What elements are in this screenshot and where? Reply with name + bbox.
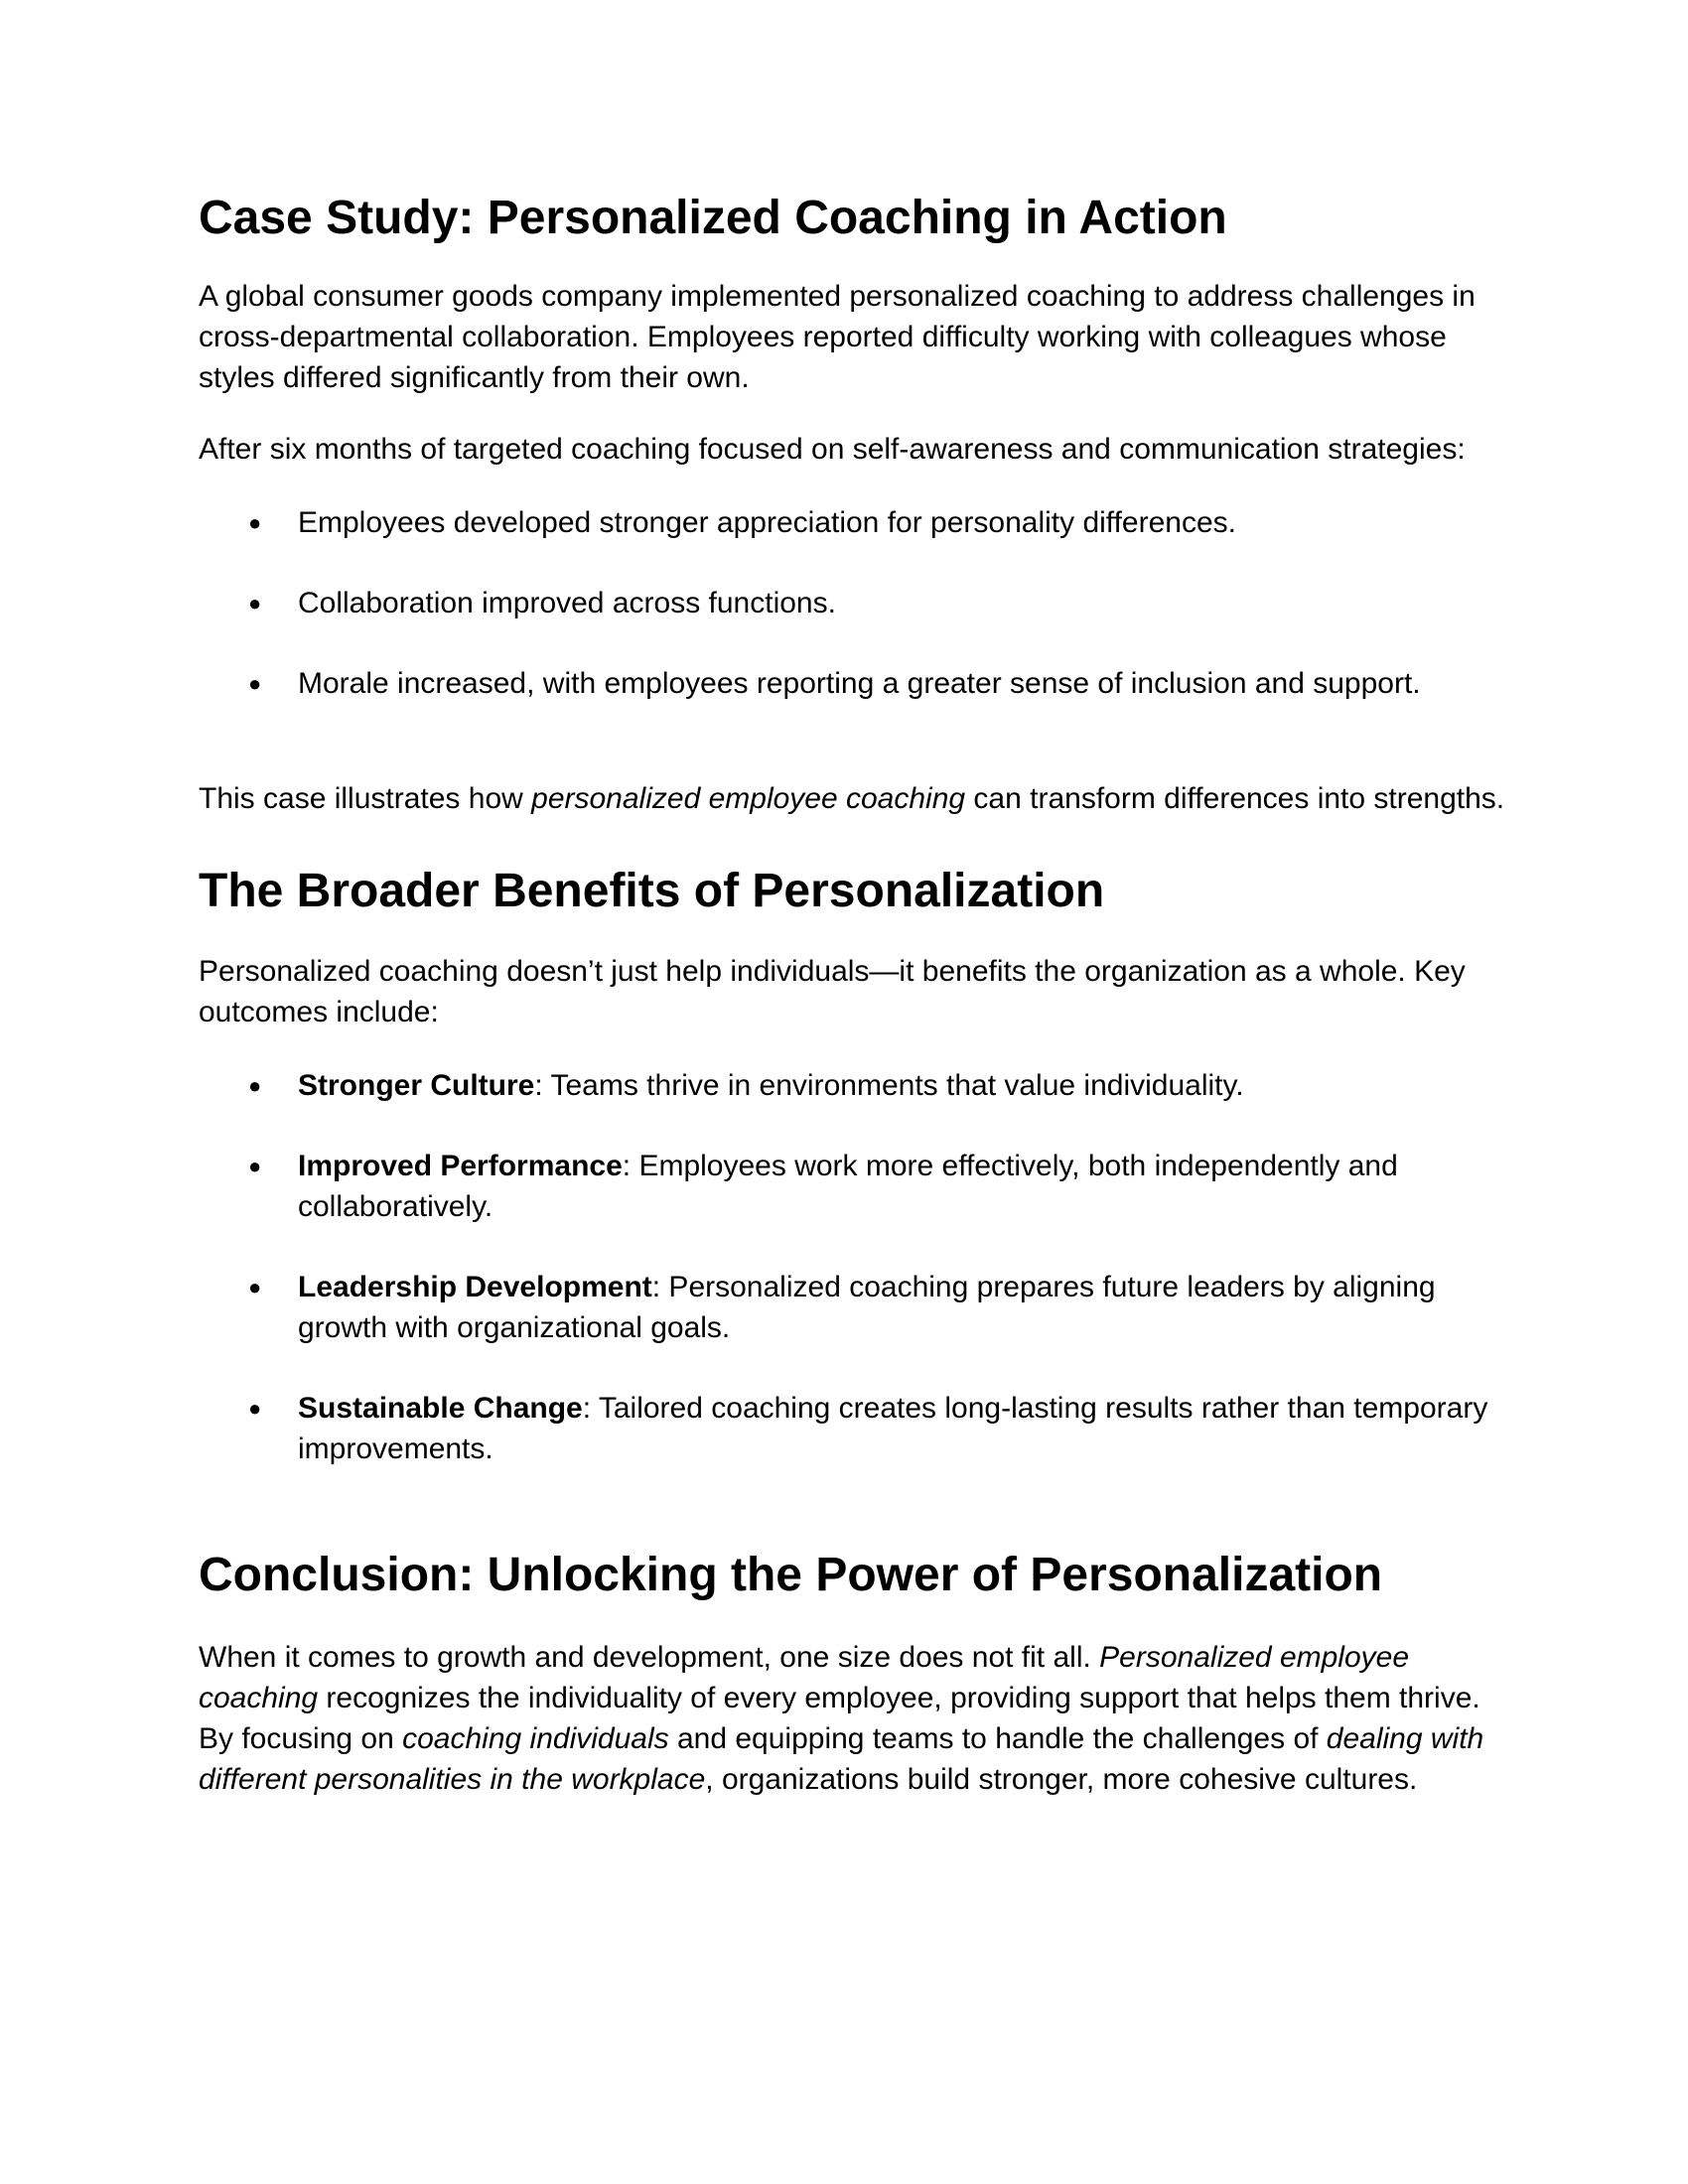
conclusion-text: and equipping teams to handle the challenges of (668, 1722, 1327, 1755)
list-item-text: Collaboration improved across functions. (298, 587, 836, 619)
conclusion-paragraph (199, 1637, 1509, 1800)
list-item (199, 663, 1509, 704)
summary-emphasis: personalized employee coaching (531, 782, 966, 815)
conclusion-heading: Conclusion: Unlocking the Power of Personalization (199, 1549, 1383, 1601)
case-study-summary-paragraph (199, 778, 1509, 819)
conclusion-emphasis: Personalized employee coaching (199, 1641, 1410, 1714)
list-item-term: Improved Performance (298, 1150, 623, 1182)
case-study-intro-paragraph: A global consumer goods company implemented personalized coaching to address challenges in cross-departmental collaboration. Employees reported difficulty working with colleagues whose styles differed significantly from their own. (199, 280, 1476, 394)
summary-text: This case illustrates how (199, 782, 532, 815)
bullet-icon: ● (248, 510, 262, 535)
list-item-term: Leadership Development (298, 1271, 652, 1303)
list-item-term: Stronger Culture (298, 1069, 535, 1102)
bullet-icon: ● (248, 671, 262, 696)
conclusion-emphasis: coaching individuals (402, 1722, 669, 1755)
bullet-icon: ● (248, 1396, 262, 1421)
bullet-icon: ● (248, 591, 262, 615)
summary-text: can transform differences into strengths. (965, 782, 1505, 815)
bullet-icon: ● (248, 1275, 262, 1299)
list-item-text: : Personalized coaching prepares future leaders by aligning growth with organizational goals. (298, 1271, 1436, 1344)
list-item (199, 583, 1509, 623)
broader-benefits-list (199, 1065, 1509, 1469)
list-item (199, 502, 1509, 543)
case-study-results-list (199, 502, 1509, 704)
conclusion-text: recognizes the individuality of every employee, providing support that helps them thrive. By focusing on (199, 1682, 1480, 1755)
list-item (199, 1065, 1509, 1106)
conclusion-text: When it comes to growth and development, one size does not fit all. (199, 1641, 1100, 1674)
list-item-text: Morale increased, with employees reporting a greater sense of inclusion and support. (298, 667, 1421, 700)
list-item-text: : Employees work more effectively, both independently and collaboratively. (298, 1150, 1398, 1223)
list-item (199, 1388, 1509, 1469)
list-item-text: Employees developed stronger appreciation for personality differences. (298, 506, 1236, 539)
broader-benefits-intro-paragraph: Personalized coaching doesn’t just help individuals—it benefits the organization as a whole. Key outcomes include: (199, 955, 1466, 1028)
list-item-text: : Tailored coaching creates long-lasting results rather than temporary improvements. (298, 1392, 1488, 1465)
list-item (199, 1146, 1509, 1227)
conclusion-text: , organizations build stronger, more cohesive cultures. (705, 1763, 1418, 1796)
case-study-heading: Case Study: Personalized Coaching in Action (199, 192, 1227, 244)
list-item-text: : Teams thrive in environments that value individuality. (534, 1069, 1244, 1102)
bullet-icon: ● (248, 1154, 262, 1178)
bullet-icon: ● (248, 1073, 262, 1098)
list-item-term: Sustainable Change (298, 1392, 583, 1425)
document-page (199, 189, 1509, 1800)
conclusion-emphasis: dealing with different personalities in the workplace (199, 1722, 1484, 1796)
broader-benefits-heading: The Broader Benefits of Personalization (199, 865, 1105, 917)
case-study-after-paragraph: After six months of targeted coaching focused on self-awareness and communication strategies: (199, 433, 1466, 466)
list-item (199, 1267, 1509, 1348)
